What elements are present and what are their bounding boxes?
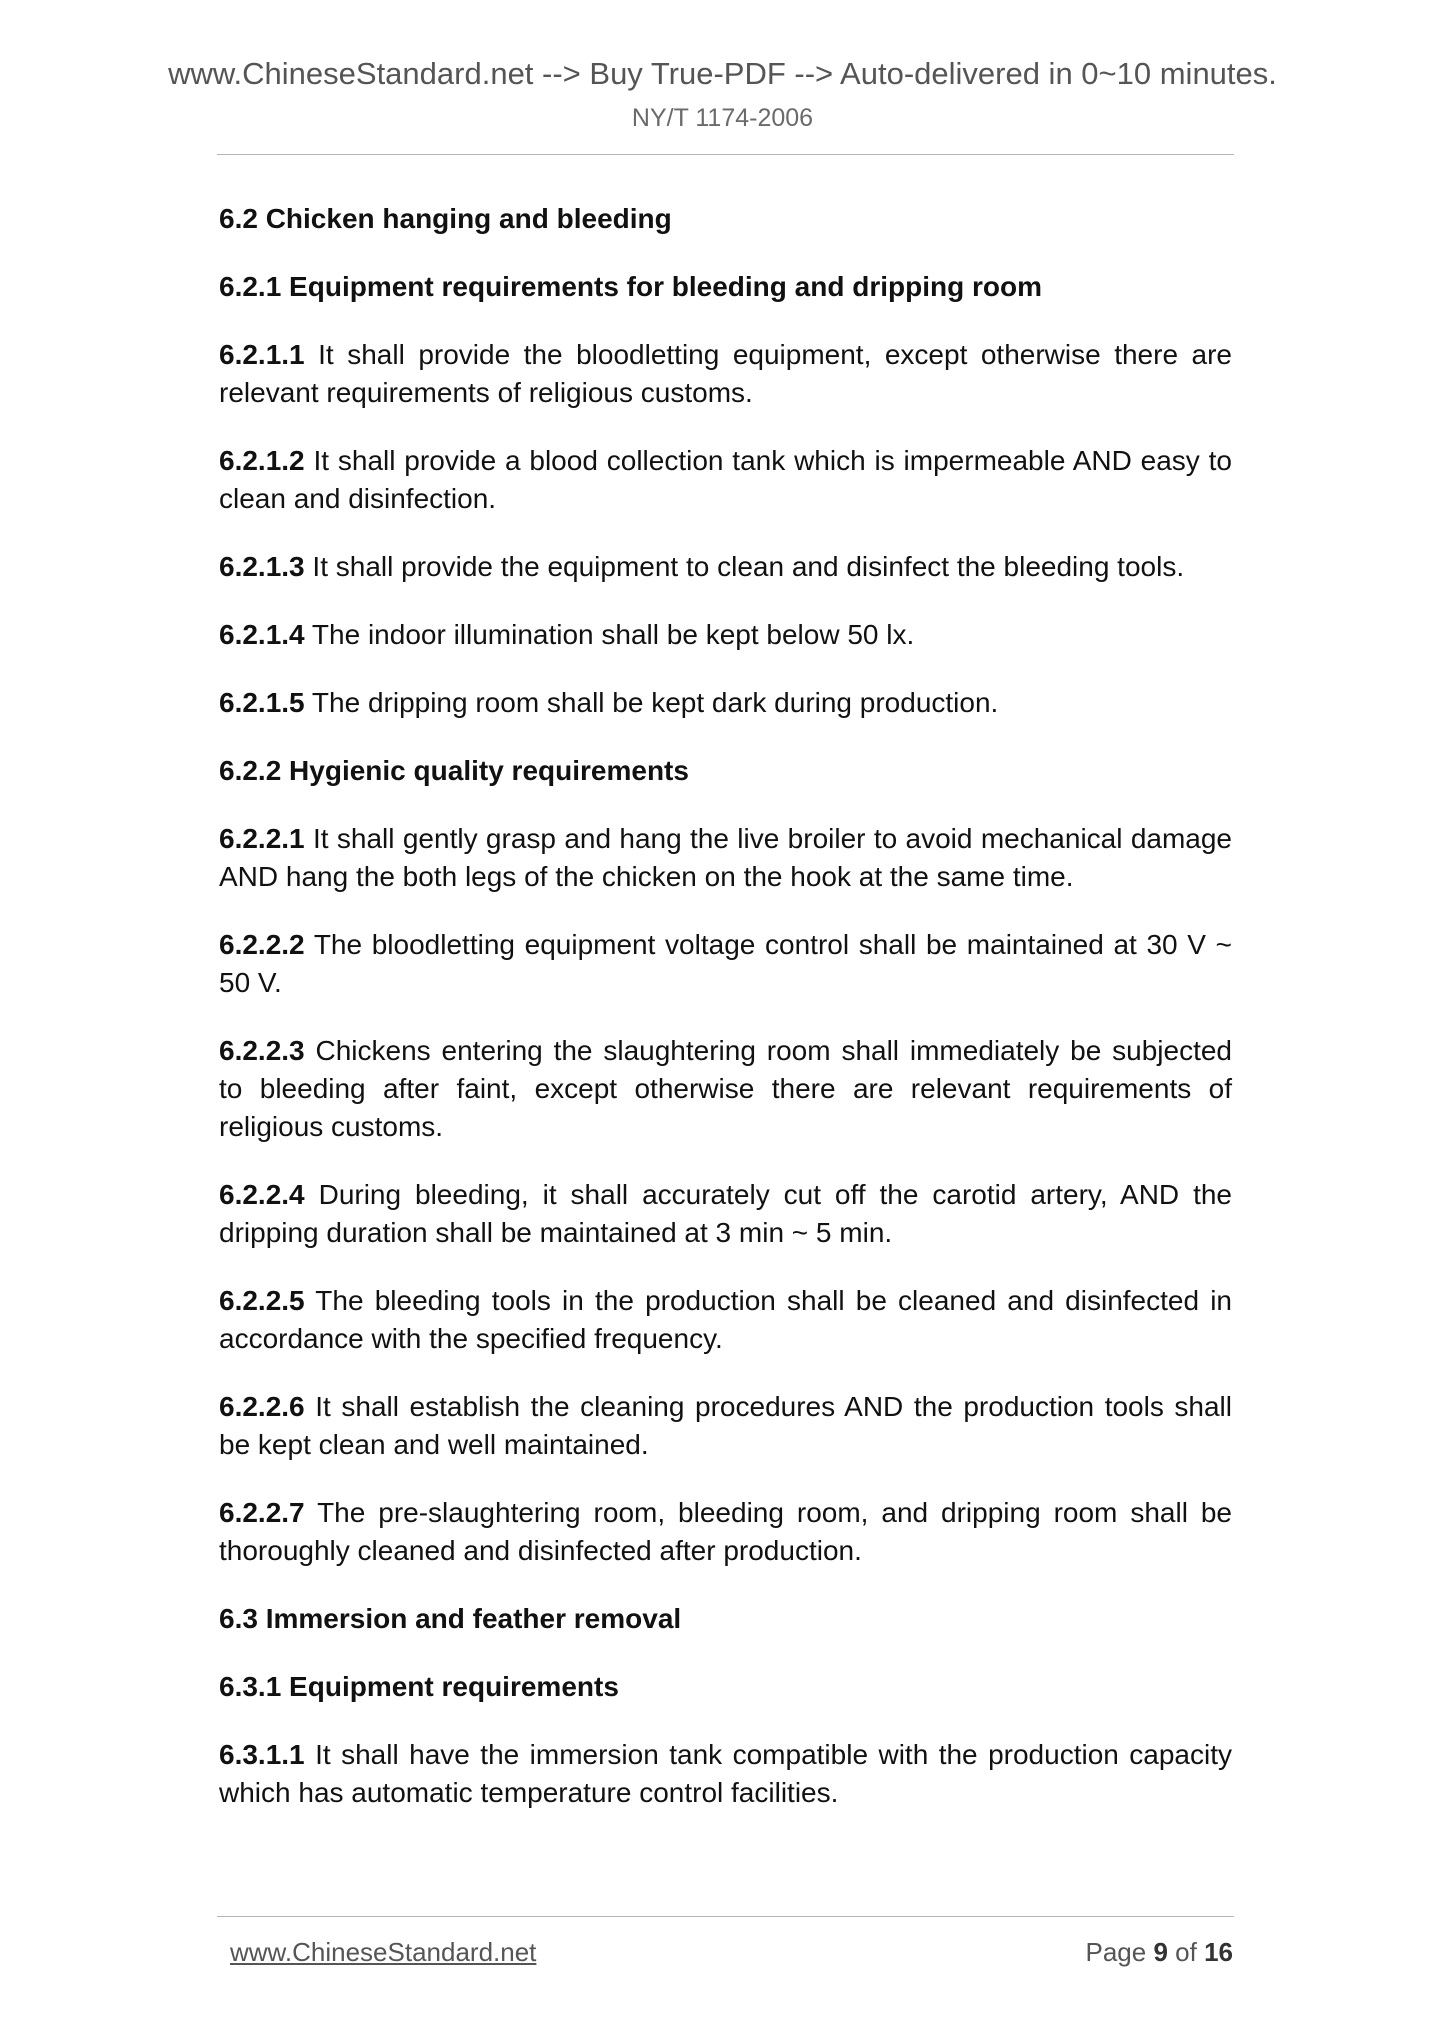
clause-text: It shall establish the cleaning procedures AND the production tools shall be kept clean and well maintained. bbox=[219, 1391, 1233, 1460]
clause-number: 6.2.2.1 bbox=[219, 823, 305, 854]
clause-number: 6.2.2.7 bbox=[219, 1497, 305, 1528]
subsection-heading-6-2-1: 6.2.1 Equipment requirements for bleeding and dripping room bbox=[219, 271, 1042, 302]
clause-6-2-2-4 bbox=[219, 1176, 1232, 1252]
page-indicator bbox=[1085, 1937, 1233, 1968]
clause-6-2-2-1 bbox=[219, 820, 1232, 896]
clause-text: During bleeding, it shall accurately cut off the carotid artery, AND the dripping duration shall be maintained at 3 min ~ 5 min. bbox=[219, 1179, 1233, 1248]
clause-6-2-2-7 bbox=[219, 1494, 1232, 1570]
clause-number: 6.2.1.4 bbox=[219, 619, 305, 650]
clause-text: The bleeding tools in the production shall be cleaned and disinfected in accordance with the specified frequency. bbox=[219, 1285, 1232, 1354]
document-body bbox=[219, 200, 1232, 1812]
header-divider bbox=[217, 154, 1234, 155]
clause-number: 6.2.2.6 bbox=[219, 1391, 305, 1422]
page-label: Page bbox=[1085, 1937, 1147, 1967]
clause-6-2-2-2 bbox=[219, 926, 1232, 1002]
clause-text: It shall provide the equipment to clean and disinfect the bleeding tools. bbox=[312, 551, 1185, 582]
clause-6-2-1-3 bbox=[219, 548, 1232, 586]
total-pages: 16 bbox=[1204, 1937, 1233, 1967]
clause-number: 6.2.2.4 bbox=[219, 1179, 305, 1210]
clause-text: It shall provide a blood collection tank which is impermeable AND easy to clean and disinfection. bbox=[219, 445, 1232, 514]
clause-6-2-1-5 bbox=[219, 684, 1232, 722]
clause-text: It shall gently grasp and hang the live broiler to avoid mechanical damage AND hang the both legs of the chicken on the hook at the same time. bbox=[219, 823, 1232, 892]
clause-6-3-1-1 bbox=[219, 1736, 1232, 1812]
clause-number: 6.2.1.1 bbox=[219, 339, 305, 370]
clause-text: The pre-slaughtering room, bleeding room, and dripping room shall be thoroughly cleaned and disinfected after production. bbox=[219, 1497, 1232, 1566]
subsection-heading-6-2-2: 6.2.2 Hygienic quality requirements bbox=[219, 755, 689, 786]
current-page: 9 bbox=[1153, 1937, 1168, 1967]
section-heading-6-3: 6.3 Immersion and feather removal bbox=[219, 1603, 682, 1634]
footer-website-link[interactable]: www.ChineseStandard.net bbox=[230, 1937, 537, 1967]
clause-6-2-1-2 bbox=[219, 442, 1232, 518]
clause-6-2-1-1 bbox=[219, 336, 1232, 412]
standard-number: NY/T 1174-2006 bbox=[631, 104, 814, 132]
clause-text: It shall have the immersion tank compatible with the production capacity which has automatic temperature control facilities. bbox=[219, 1739, 1233, 1808]
clause-text: The indoor illumination shall be kept below 50 lx. bbox=[311, 619, 915, 650]
subsection-heading-6-3-1: 6.3.1 Equipment requirements bbox=[219, 1671, 619, 1702]
clause-number: 6.2.2.3 bbox=[219, 1035, 305, 1066]
clause-text: Chickens entering the slaughtering room shall immediately be subjected to bleeding after faint, except otherwise there are relevant requirements of religious customs. bbox=[219, 1035, 1232, 1142]
footer-divider bbox=[217, 1916, 1234, 1917]
clause-number: 6.2.1.3 bbox=[219, 551, 305, 582]
clause-text: The dripping room shall be kept dark during production. bbox=[311, 687, 999, 718]
clause-6-2-2-5 bbox=[219, 1282, 1232, 1358]
clause-number: 6.3.1.1 bbox=[219, 1739, 305, 1770]
clause-6-2-2-3 bbox=[219, 1032, 1232, 1146]
clause-number: 6.2.2.5 bbox=[219, 1285, 305, 1316]
section-heading-6-2: 6.2 Chicken hanging and bleeding bbox=[219, 203, 672, 234]
clause-text: The bloodletting equipment voltage control shall be maintained at 30 V ~ 50 V. bbox=[219, 929, 1232, 998]
clause-number: 6.2.1.2 bbox=[219, 445, 305, 476]
page-of-label: of bbox=[1175, 1937, 1197, 1967]
header-banner[interactable]: www.ChineseStandard.net --> Buy True-PDF --> Auto-delivered in 0~10 minutes. bbox=[168, 56, 1277, 91]
clause-number: 6.2.2.2 bbox=[219, 929, 305, 960]
clause-number: 6.2.1.5 bbox=[219, 687, 305, 718]
clause-6-2-1-4 bbox=[219, 616, 1232, 654]
clause-6-2-2-6 bbox=[219, 1388, 1232, 1464]
clause-text: It shall provide the bloodletting equipment, except otherwise there are relevant requirements of religious customs. bbox=[219, 339, 1232, 408]
